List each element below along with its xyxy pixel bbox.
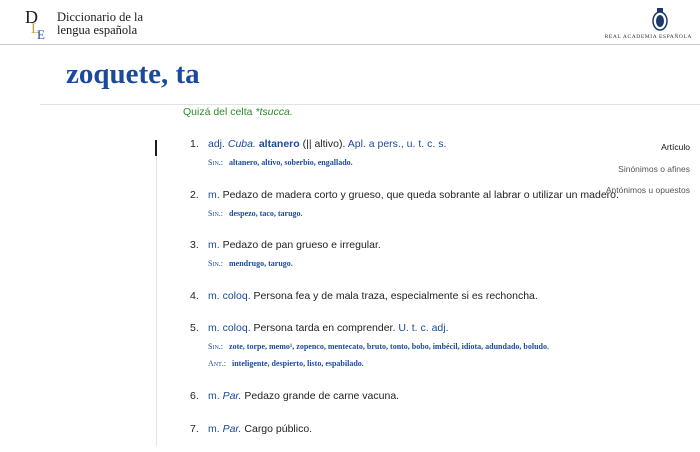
abbr-link[interactable]: adj. — [208, 138, 225, 150]
usage-note-link[interactable]: U. t. c. adj. — [398, 322, 449, 334]
definition-text — [208, 290, 538, 302]
synonyms-list[interactable]: mendrugo, tarugo. — [229, 259, 293, 268]
svg-text:D: D — [25, 7, 38, 27]
abbr-link[interactable]: m. — [208, 322, 220, 334]
syn-label: Sin.: — [208, 342, 224, 351]
abbr-link[interactable]: Par. — [222, 423, 242, 435]
site-title[interactable] — [57, 11, 143, 36]
definition-number: 5. — [190, 322, 199, 334]
definition-number: 1. — [190, 138, 199, 150]
usage-note-link[interactable]: Apl. a pers., u. t. c. s. — [347, 138, 447, 150]
site-title-line1: Diccionario de la — [57, 10, 144, 24]
site-header — [0, 0, 700, 45]
definition-number: 7. — [190, 423, 199, 435]
synonyms-row — [208, 259, 293, 268]
antonyms-row — [208, 359, 364, 368]
etymology — [183, 106, 293, 118]
dle-logo-icon[interactable] — [24, 6, 50, 40]
headword: zoquete, ta — [66, 58, 200, 90]
abbr-link[interactable]: Par. — [222, 390, 242, 402]
nav-divider — [156, 156, 157, 446]
svg-text:L: L — [31, 21, 41, 37]
abbr-link[interactable]: m. — [208, 239, 220, 251]
syn-label: Sin.: — [208, 259, 224, 268]
synonyms-list[interactable]: despezo, taco, tarugo. — [229, 209, 303, 218]
nav-item-sinonimos[interactable]: Sinónimos o afines — [618, 164, 690, 174]
cross-reference-link[interactable]: altanero — [258, 138, 300, 150]
syn-label: Sin.: — [208, 158, 224, 167]
definition-body: Pedazo de madera corto y grueso, que queda sobrante al labrar o utilizar un madero. — [222, 189, 619, 201]
definition-number: 2. — [190, 189, 199, 201]
syn-label: Sin.: — [208, 209, 224, 218]
antonyms-list[interactable]: inteligente, despierto, listo, espabilado. — [232, 359, 364, 368]
etymology-term: *tsucca. — [255, 106, 293, 118]
paren-note: (|| altivo). — [299, 138, 348, 150]
abbr-link[interactable]: m. — [208, 189, 220, 201]
divider — [40, 104, 700, 105]
nav-active-indicator — [155, 140, 157, 156]
definition-body: Persona tarda en comprender. — [253, 322, 396, 334]
etymology-prefix: Quizá del celta — [183, 106, 253, 118]
rae-label: REAL ACADEMIA ESPAÑOLA — [604, 34, 692, 40]
abbr-link[interactable]: coloq. — [222, 322, 251, 334]
ant-label: Ant.: — [208, 359, 226, 368]
svg-text:E: E — [37, 27, 45, 40]
definition-text — [208, 138, 446, 150]
definition-number: 6. — [190, 390, 199, 402]
definition-body: Pedazo grande de carne vacuna. — [244, 390, 400, 402]
nav-item-articulo[interactable]: Artículo — [661, 142, 690, 152]
abbr-link[interactable]: m. — [208, 290, 220, 302]
abbr-link[interactable]: m. — [208, 423, 220, 435]
definition-text — [208, 239, 381, 251]
abbr-link[interactable]: m. — [208, 390, 220, 402]
synonyms-row — [208, 342, 549, 351]
synonyms-list[interactable]: altanero, altivo, soberbio, engallado. — [229, 158, 353, 167]
synonyms-row — [208, 158, 353, 167]
definition-text — [208, 390, 399, 402]
nav-item-antonimos[interactable]: Antónimos u opuestos — [605, 185, 690, 195]
site-title-line2: lengua española — [57, 22, 138, 37]
definition-body: Cargo público. — [244, 423, 313, 435]
abbr-link[interactable]: Cuba. — [227, 138, 256, 150]
definition-text — [208, 189, 619, 201]
synonyms-row — [208, 209, 303, 218]
definition-body: Persona fea y de mala traza, especialmente si es rechoncha. — [253, 290, 538, 302]
definition-body: Pedazo de pan grueso e irregular. — [222, 239, 381, 251]
abbr-link[interactable]: coloq. — [222, 290, 251, 302]
rae-crest-icon[interactable] — [648, 6, 672, 32]
definition-number: 4. — [190, 290, 199, 302]
synonyms-list[interactable]: zote, torpe, memo¹, zopenco, mentecato, bruto, tonto, bobo, imbécil, idiota, adundado, boludo. — [229, 342, 549, 351]
definition-text — [208, 423, 312, 435]
definition-text — [208, 322, 449, 334]
definition-number: 3. — [190, 239, 199, 251]
